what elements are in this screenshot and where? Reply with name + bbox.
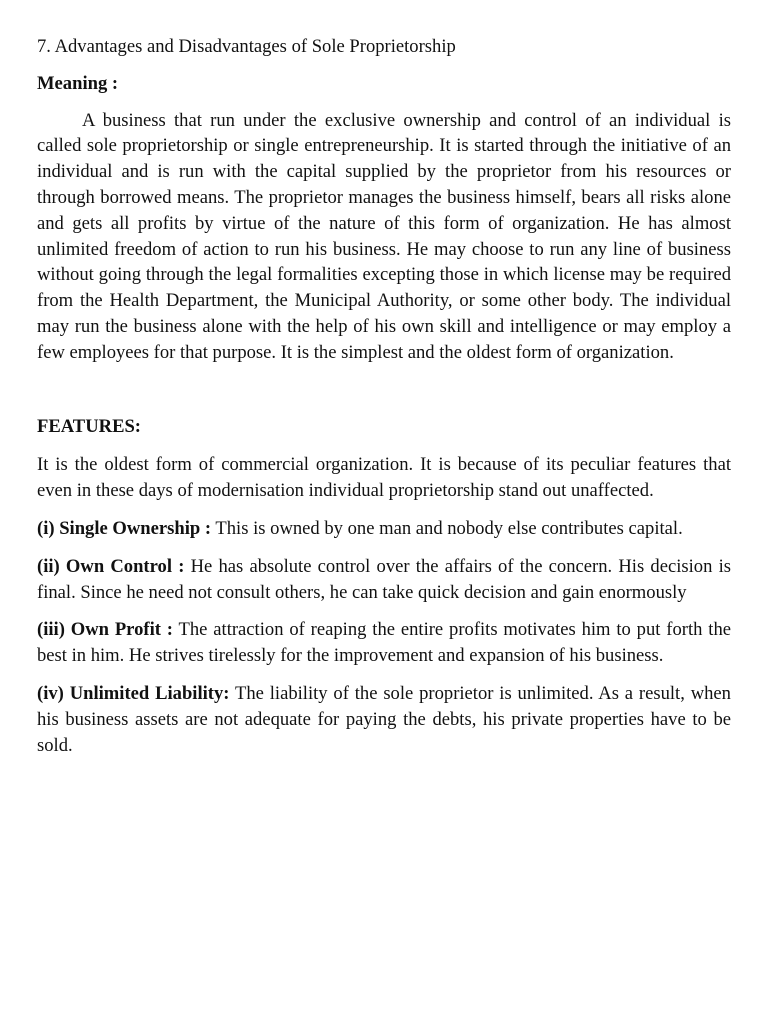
feature-item-single-ownership (37, 516, 731, 542)
document-page (37, 34, 731, 770)
feature-term: (i) Single Ownership : (37, 517, 212, 539)
meaning-heading: Meaning : (37, 72, 119, 94)
page-title: 7. Advantages and Disadvantages of Sole Proprietorship (37, 36, 456, 57)
features-intro: It is the oldest form of commercial organization. It is because of its peculiar features that even in these days of modernisation individual proprietorship stand out unaffected. (37, 454, 731, 502)
feature-text: The attraction of reaping the entire profits motivates him to put forth the best in him. He strives tirelessly for the improvement and expansion of his business. (37, 619, 732, 667)
feature-text: He has absolute control over the affairs of the concern. His decision is final. Since he need not consult others, he can take quick decision and gain enormously (37, 555, 731, 603)
feature-item-own-profit (37, 617, 731, 669)
feature-text: The liability of the sole proprietor is unlimited. As a result, when his business assets are not adequate for paying the debts, his private properties have to be sold. (37, 682, 731, 756)
feature-term: (iii) Own Profit : (37, 619, 173, 641)
feature-term: (ii) Own Control : (37, 555, 185, 577)
feature-term: (iv) Unlimited Liability: (37, 682, 230, 704)
features-heading: FEATURES: (37, 415, 141, 437)
feature-item-own-control (37, 554, 731, 606)
feature-item-unlimited-liability (37, 681, 731, 758)
meaning-paragraph: A business that run under the exclusive ownership and control of an individual is called sole proprietorship or single entrepreneurship. It is started through the initiative of an individual and is run with the capital supplied by the proprietor from his resources or through borrowed means. The proprietor manages the business himself, bears all risks alone and gets all profits by virtue of the nature of this form of organization. He has almost unlimited freedom of action to run his business. He may choose to run any line of business without going through the legal formalities excepting those in which license may be required from the Health Department, the Municipal Authority, or some other body. The individual may run the business alone with the help of his own skill and intelligence or may employ a few employees for that purpose. It is the simplest and the oldest form of organization. (37, 109, 731, 363)
feature-text: This is owned by one man and nobody else contributes capital. (211, 517, 683, 539)
